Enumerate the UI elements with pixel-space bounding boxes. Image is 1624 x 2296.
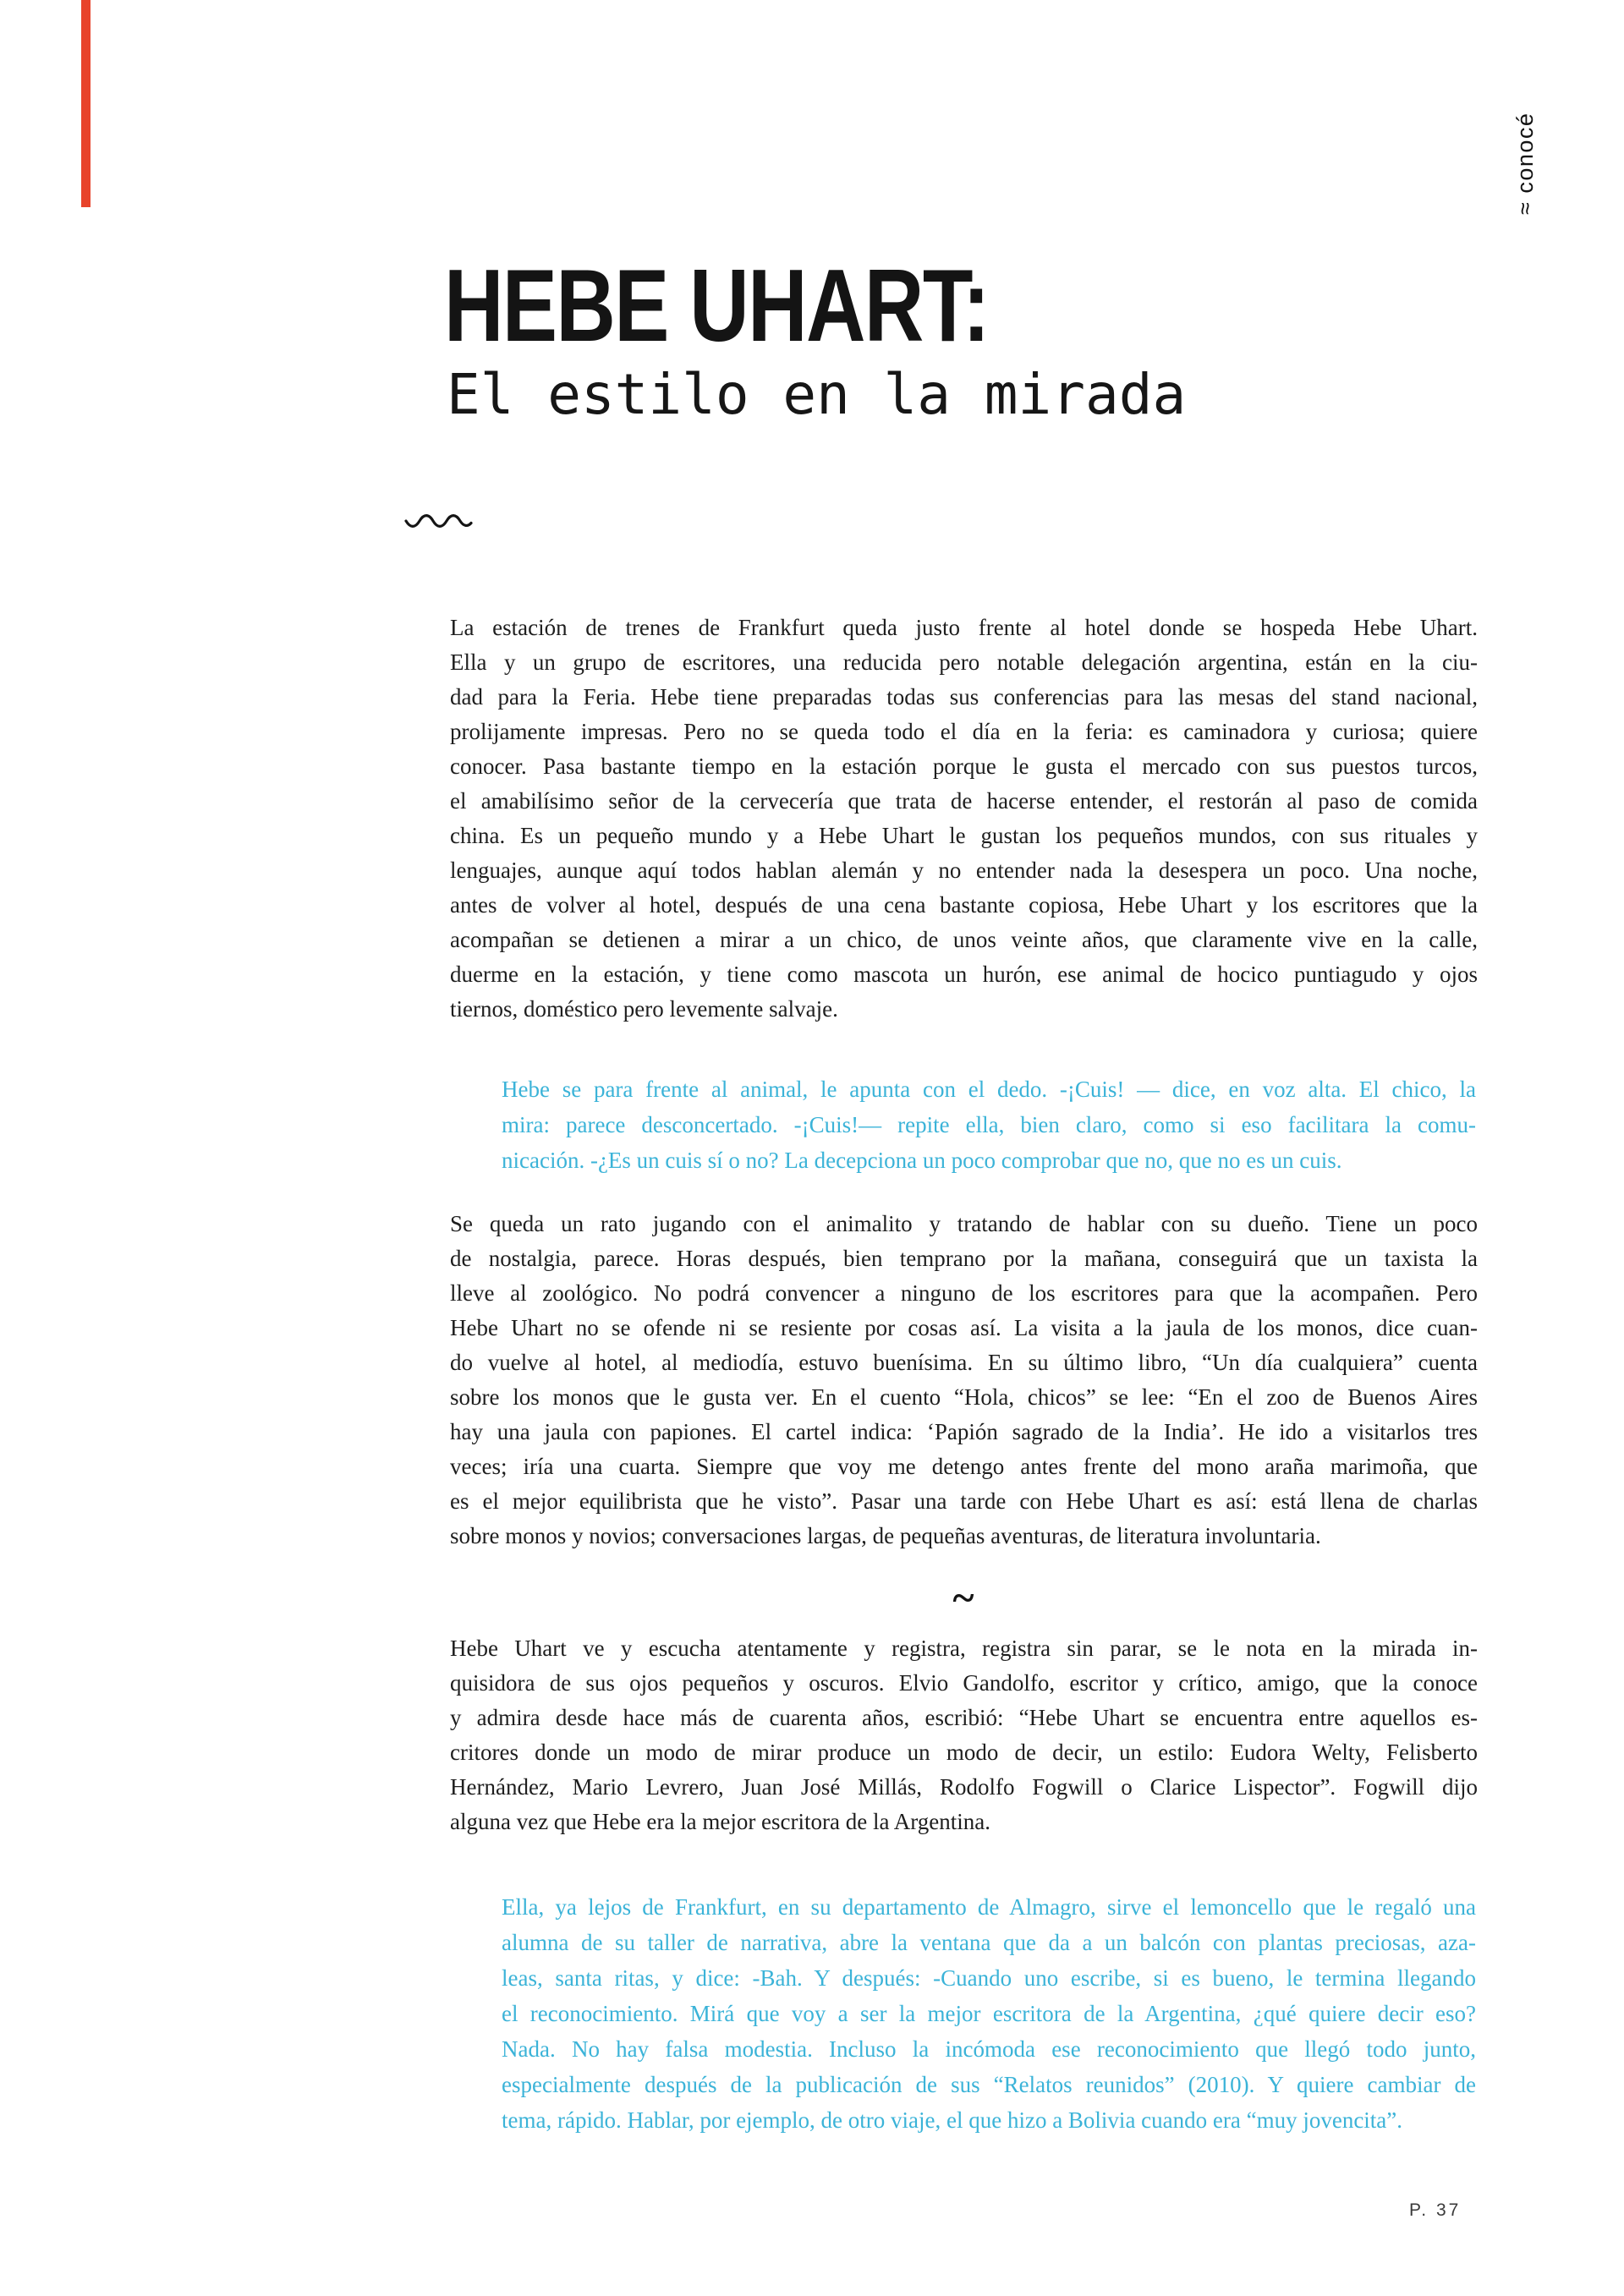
- text-line: critores donde un modo de mirar produce un modo de decir, un estilo: Eudora Welty, Felisberto: [450, 1740, 1478, 1765]
- text-line: duerme en la estación, y tiene como mascota un hurón, ese animal de hocico puntiagudo y ojos: [450, 962, 1478, 987]
- text-line: tiernos, doméstico pero levemente salvaje.: [450, 996, 838, 1022]
- text-line: La estación de trenes de Frankfurt queda justo frente al hotel donde se hospeda Hebe Uhart.: [450, 615, 1478, 640]
- pull-quote-2: [502, 1889, 1476, 2138]
- text-line: leas, santa ritas, y dice: -Bah. Y después: -Cuando uno escribe, si es bueno, le termina llegando: [502, 1965, 1476, 1991]
- text-line: Hebe Uhart ve y escucha atentamente y registra, registra sin parar, se le nota en la mirada in-: [450, 1636, 1478, 1661]
- text-line: Nada. No hay falsa modestia. Incluso la incómoda ese reconocimiento que llegó todo junto,: [502, 2036, 1476, 2062]
- page-number: P. 37: [1409, 2200, 1462, 2220]
- text-line: alumna de su taller de narrativa, abre la ventana que da a un balcón con plantas preciosas, aza-: [502, 1930, 1476, 1955]
- text-line: antes de volver al hotel, después de una cena bastante copiosa, Hebe Uhart y los escritores que la: [450, 892, 1478, 918]
- paragraph-3: [450, 1631, 1478, 1839]
- text-line: quisidora de sus ojos pequeños y oscuros. Elvio Gandolfo, escritor y crítico, amigo, que la conoce: [450, 1670, 1478, 1696]
- text-line: acompañan se detienen a mirar a un chico, de unos veinte años, que claramente vive en la calle,: [450, 927, 1478, 952]
- pull-quote-1: [502, 1071, 1476, 1178]
- text-line: y admira desde hace más de cuarenta años, escribió: “Hebe Uhart se encuentra entre aquellos es-: [450, 1705, 1478, 1730]
- paragraph-1: [450, 611, 1478, 1027]
- text-line: mira: parece desconcertado. -¡Cuis!— repite ella, bien claro, como si eso facilitara la comu-: [502, 1112, 1476, 1137]
- wave-icon: [404, 507, 480, 534]
- text-line: nicación. -¿Es un cuis sí o no? La decepciona un poco comprobar que no, que no es un cuis.: [502, 1148, 1342, 1173]
- text-line: sobre monos y novios; conversaciones largas, de pequeñas aventuras, de literatura involuntaria.: [450, 1523, 1321, 1548]
- text-line: china. Es un pequeño mundo y a Hebe Uhart le gustan los pequeños mundos, con sus rituales y: [450, 823, 1478, 848]
- text-line: de nostalgia, parece. Horas después, bien temprano por la mañana, conseguirá que un taxista la: [450, 1246, 1478, 1271]
- paragraph-2: [450, 1207, 1478, 1553]
- text-line: Hebe Uhart no se ofende ni se resiente por cosas así. La visita a la jaula de los monos, dice cuan-: [450, 1315, 1478, 1340]
- page-subtitle: El estilo en la mirada: [447, 362, 1187, 427]
- text-line: el amabilísimo señor de la cervecería que trata de hacerse entender, el restorán al paso de comida: [450, 788, 1478, 814]
- text-line: sobre los monos que le gusta ver. En el cuento “Hola, chicos” se lee: “En el zoo de Buenos Aires: [450, 1384, 1478, 1410]
- text-line: lleve al zoológico. No podrá convencer a ninguno de los escritores para que la acompañen. Pero: [450, 1280, 1478, 1306]
- red-accent-bar: [81, 0, 91, 207]
- text-line: Se queda un rato jugando con el animalito y tratando de hablar con su dueño. Tiene un poco: [450, 1211, 1478, 1236]
- text-line: conocer. Pasa bastante tiempo en la estación porque le gusta el mercado con sus puestos turcos,: [450, 753, 1478, 779]
- text-line: Hernández, Mario Levrero, Juan José Millás, Rodolfo Fogwill o Clarice Lispector”. Fogwill dijo: [450, 1774, 1478, 1800]
- text-line: Ella, ya lejos de Frankfurt, en su departamento de Almagro, sirve el lemoncello que le regaló una: [502, 1894, 1476, 1920]
- text-line: especialmente después de la publicación de sus “Relatos reunidos” (2010). Y quiere cambiar de: [502, 2072, 1476, 2097]
- text-line: Hebe se para frente al animal, le apunta con el dedo. -¡Cuis! — dice, en voz alta. El chico, la: [502, 1077, 1476, 1102]
- text-line: dad para la Feria. Hebe tiene preparadas todas sus conferencias para las mesas del stand nacional,: [450, 684, 1478, 710]
- text-line: hay una jaula con papiones. El cartel indica: ‘Papión sagrado de la India’. He ido a visitarlos tres: [450, 1419, 1478, 1444]
- section-tag-conoce: ≈ conocé: [1512, 112, 1538, 215]
- page-title: HEBE UHART:: [444, 248, 989, 363]
- text-line: prolijamente impresas. Pero no se queda todo el día en la feria: es caminadora y curiosa; quiere: [450, 719, 1478, 744]
- text-line: es el mejor equilibrista que he visto”. Pasar una tarde con Hebe Uhart es así: está llena de charlas: [450, 1488, 1478, 1514]
- text-line: lenguajes, aunque aquí todos hablan alemán y no entender nada la desespera un poco. Una noche,: [450, 858, 1478, 883]
- text-line: Ella y un grupo de escritores, una reducida pero notable delegación argentina, están en la ciu-: [450, 649, 1478, 675]
- text-line: do vuelve al hotel, al mediodía, estuvo buenísima. En su último libro, “Un día cualquiera” cuenta: [450, 1350, 1478, 1375]
- text-line: veces; iría una cuarta. Siempre que voy me detengo antes frente del mono araña marimoña, que: [450, 1454, 1478, 1479]
- tilde-separator: ~: [952, 1575, 974, 1620]
- text-line: el reconocimiento. Mirá que voy a ser la mejor escritora de la Argentina, ¿qué quiere decir eso?: [502, 2001, 1476, 2026]
- text-line: alguna vez que Hebe era la mejor escritora de la Argentina.: [450, 1809, 990, 1834]
- text-line: tema, rápido. Hablar, por ejemplo, de otro viaje, el que hizo a Bolivia cuando era “muy jovencita”.: [502, 2107, 1403, 2133]
